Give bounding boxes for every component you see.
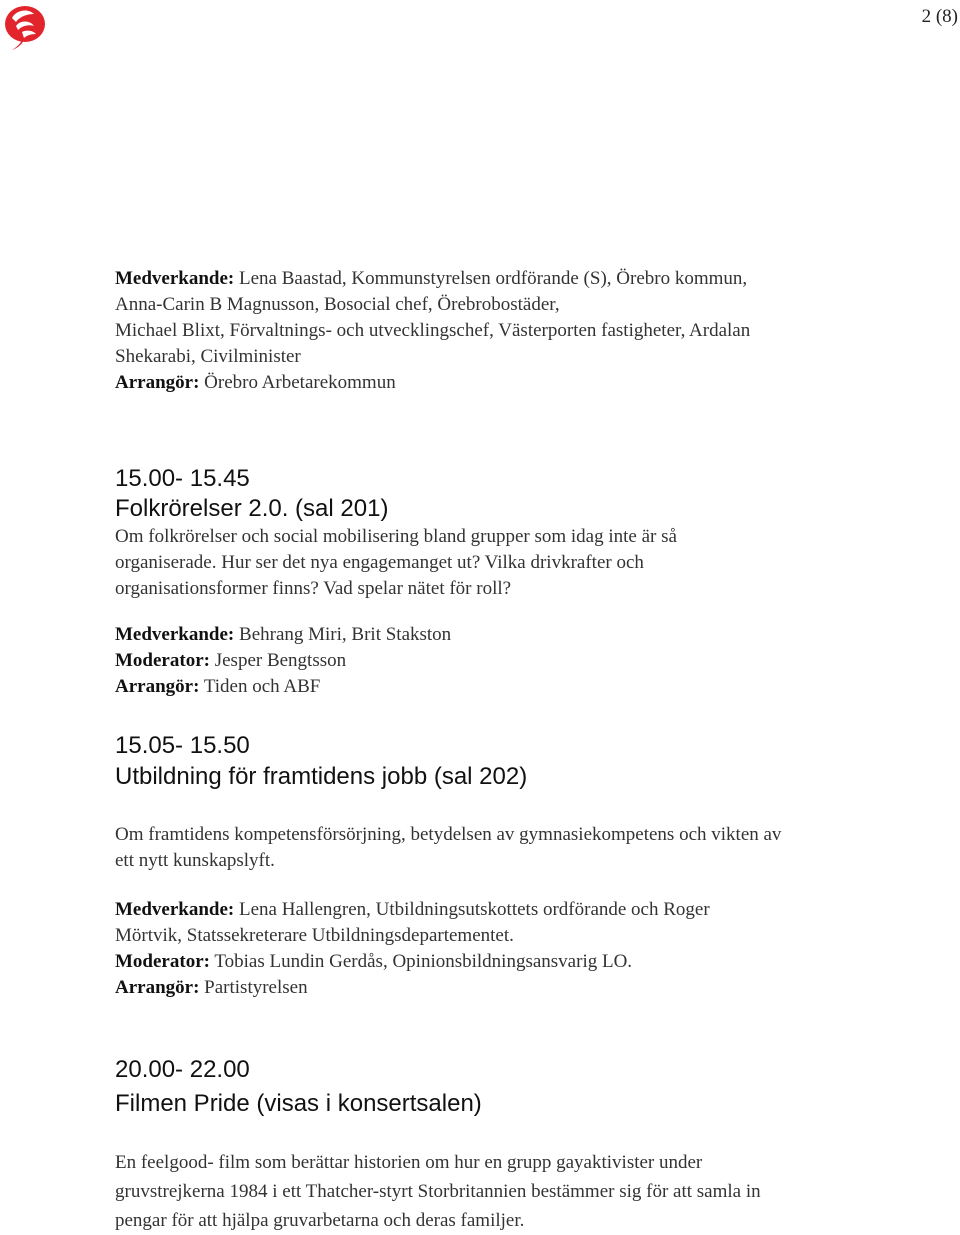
description-line: organiserade. Hur ser det nya engagemanget ut? Vilka drivkrafter och <box>115 552 644 573</box>
description-line: organisationsformer finns? Vad spelar nätet för roll? <box>115 578 512 599</box>
participants-text: Behrang Miri, Brit Stakston <box>234 624 452 645</box>
organizer-text: Partistyrelsen <box>199 977 308 998</box>
description-line: En feelgood- film som berättar historien om hur en grupp gayaktivister under <box>115 1152 703 1173</box>
participants-label: Medverkande: <box>115 624 235 645</box>
session-description <box>115 1148 855 1235</box>
participants-text: Anna-Carin B Magnusson, Bosocial chef, Örebrobostäder, <box>115 294 560 315</box>
session-title: Filmen Pride (visas i konsertsalen) <box>115 1090 482 1117</box>
participants-text: Lena Baastad, Kommunstyrelsen ordförande (S), Örebro kommun, <box>234 268 748 289</box>
description-line: ett nytt kunskapslyft. <box>115 850 275 871</box>
description-line: Om framtidens kompetensförsörjning, betydelsen av gymnasiekompetens och vikten av <box>115 824 782 845</box>
page-number: 2 (8) <box>921 6 958 27</box>
organizer-label: Arrangör: <box>115 372 200 393</box>
intro-block <box>115 266 855 396</box>
moderator-text: Jesper Bengtsson <box>209 650 347 671</box>
participants-text: Michael Blixt, Förvaltnings- och utvecklingschef, Västerporten fastigheter, Ardalan <box>115 320 751 341</box>
participants-text: Lena Hallengren, Utbildningsutskottets ordförande och Roger <box>234 899 710 920</box>
participants-text: Mörtvik, Statssekreterare Utbildningsdepartementet. <box>115 925 514 946</box>
moderator-text: Tobias Lundin Gerdås, Opinionsbildningsansvarig LO. <box>209 951 633 972</box>
session-time: 15.05- 15.50 <box>115 732 250 759</box>
description-line: pengar för att hjälpa gruvarbetarna och deras familjer. <box>115 1210 525 1231</box>
session-credits <box>115 897 855 1001</box>
organizer-label: Arrangör: <box>115 676 200 697</box>
session-description <box>115 822 855 874</box>
session-time: 20.00- 22.00 <box>115 1056 250 1083</box>
organizer-text: Örebro Arbetarekommun <box>199 372 396 393</box>
session-time: 15.00- 15.45 <box>115 465 250 492</box>
description-line: gruvstrejkerna 1984 i ett Thatcher-styrt Storbritannien bestämmer sig för att samla in <box>115 1181 761 1202</box>
session-title: Utbildning för framtidens jobb (sal 202) <box>115 763 528 790</box>
session-description <box>115 524 855 602</box>
organizer-text: Tiden och ABF <box>199 676 321 697</box>
description-line: Om folkrörelser och social mobilisering bland grupper som idag inte är så <box>115 526 677 547</box>
participants-text: Shekarabi, Civilminister <box>115 346 301 367</box>
session-title: Folkrörelser 2.0. (sal 201) <box>115 495 389 522</box>
session-credits <box>115 622 855 700</box>
moderator-label: Moderator: <box>115 951 210 972</box>
participants-label: Medverkande: <box>115 268 235 289</box>
participants-label: Medverkande: <box>115 899 235 920</box>
organizer-label: Arrangör: <box>115 977 200 998</box>
moderator-label: Moderator: <box>115 650 210 671</box>
rose-logo-icon <box>2 2 48 52</box>
